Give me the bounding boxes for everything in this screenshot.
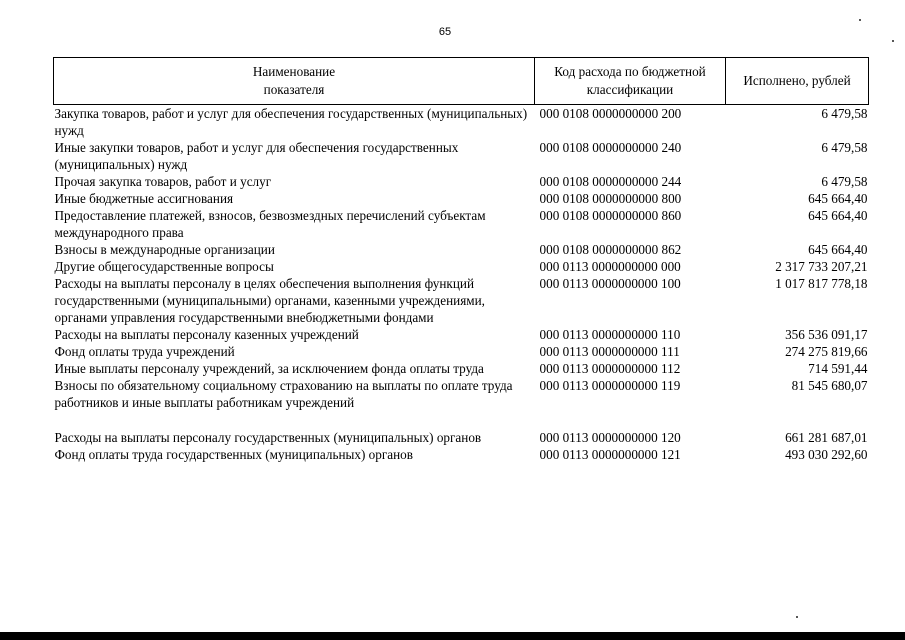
page-bottom-border (0, 632, 905, 640)
header-indicator-name (54, 58, 535, 105)
row-name: Другие общегосударственные вопросы (54, 259, 274, 274)
header-budget-code-text: Код расхода по бюджетной классификации (554, 64, 706, 97)
row-amount: 661 281 687,01 (785, 430, 868, 445)
table-row (54, 173, 869, 190)
table-spacer-row (54, 411, 869, 429)
spacer-cell (726, 411, 869, 429)
table-row (54, 446, 869, 463)
row-name: Расходы на выплаты персоналу в целях обеспечения выполнения функций государственными (муниципальными) органами, казенными учреждениями, органами управления государственными внебюджетными фондами (54, 276, 485, 325)
table-header-row (54, 58, 869, 105)
row-name: Расходы на выплаты персоналу государственных (муниципальных) органов (54, 430, 482, 445)
table-row (54, 326, 869, 343)
row-name: Иные закупки товаров, работ и услуг для обеспечения государственных (муниципальных) нужд (54, 140, 459, 172)
row-code: 000 0113 0000000000 111 (539, 344, 680, 359)
expenditure-table (53, 57, 869, 463)
row-name: Фонд оплаты труда государственных (муниципальных) органов (54, 447, 414, 462)
row-name: Фонд оплаты труда учреждений (54, 344, 235, 359)
row-amount: 1 017 817 778,18 (775, 276, 868, 291)
row-name: Взносы в международные организации (54, 242, 275, 257)
row-amount: 274 275 819,66 (785, 344, 868, 359)
table-row (54, 429, 869, 446)
row-code: 000 0108 0000000000 244 (539, 174, 682, 189)
row-amount: 6 479,58 (821, 174, 868, 189)
row-amount: 645 664,40 (808, 208, 868, 223)
row-code: 000 0113 0000000000 120 (539, 430, 681, 445)
header-indicator-name-text: Наименование показателя (252, 64, 336, 97)
row-code: 000 0108 0000000000 200 (539, 106, 682, 121)
row-amount: 6 479,58 (821, 106, 868, 121)
row-code: 000 0113 0000000000 112 (539, 361, 681, 376)
spacer-cell (54, 411, 535, 429)
scan-speck (796, 616, 798, 618)
row-name: Закупка товаров, работ и услуг для обеспечения государственных (муниципальных) нужд (54, 106, 528, 138)
table-row (54, 275, 869, 326)
table-row (54, 105, 869, 140)
row-code: 000 0113 0000000000 119 (539, 378, 681, 393)
row-amount: 356 536 091,17 (785, 327, 868, 342)
row-name: Расходы на выплаты персоналу казенных учреждений (54, 327, 359, 342)
header-executed-amount (726, 58, 869, 105)
table-row (54, 343, 869, 360)
row-code: 000 0108 0000000000 862 (539, 242, 682, 257)
row-name: Взносы по обязательному социальному страхованию на выплаты по оплате труда работников и иные выплаты работникам учреждений (54, 378, 513, 410)
row-amount: 714 591,44 (808, 361, 868, 376)
row-name: Иные бюджетные ассигнования (54, 191, 234, 206)
spacer-cell (535, 411, 726, 429)
scan-speck (892, 40, 894, 42)
row-amount: 6 479,58 (821, 140, 868, 155)
table-row (54, 258, 869, 275)
row-code: 000 0113 0000000000 121 (539, 447, 681, 462)
row-amount: 645 664,40 (808, 242, 868, 257)
row-amount: 2 317 733 207,21 (775, 259, 868, 274)
table-row (54, 139, 869, 173)
row-code: 000 0108 0000000000 240 (539, 140, 682, 155)
scan-speck (859, 19, 861, 21)
header-executed-amount-text: Исполнено, рублей (743, 73, 851, 88)
header-budget-code (535, 58, 726, 105)
table-row (54, 360, 869, 377)
row-name: Предоставление платежей, взносов, безвозмездных перечислений субъектам международного права (54, 208, 486, 240)
table-row (54, 190, 869, 207)
row-code: 000 0108 0000000000 800 (539, 191, 682, 206)
row-amount: 81 545 680,07 (791, 378, 868, 393)
row-code: 000 0113 0000000000 000 (539, 259, 681, 274)
page-number: 65 (438, 26, 452, 38)
row-code: 000 0108 0000000000 860 (539, 208, 682, 223)
table-row (54, 377, 869, 411)
row-name: Прочая закупка товаров, работ и услуг (54, 174, 272, 189)
row-name: Иные выплаты персоналу учреждений, за исключением фонда оплаты труда (54, 361, 484, 376)
row-code: 000 0113 0000000000 110 (539, 327, 681, 342)
row-amount: 645 664,40 (808, 191, 868, 206)
table-row (54, 241, 869, 258)
table-row (54, 207, 869, 241)
row-code: 000 0113 0000000000 100 (539, 276, 681, 291)
row-amount: 493 030 292,60 (785, 447, 868, 462)
